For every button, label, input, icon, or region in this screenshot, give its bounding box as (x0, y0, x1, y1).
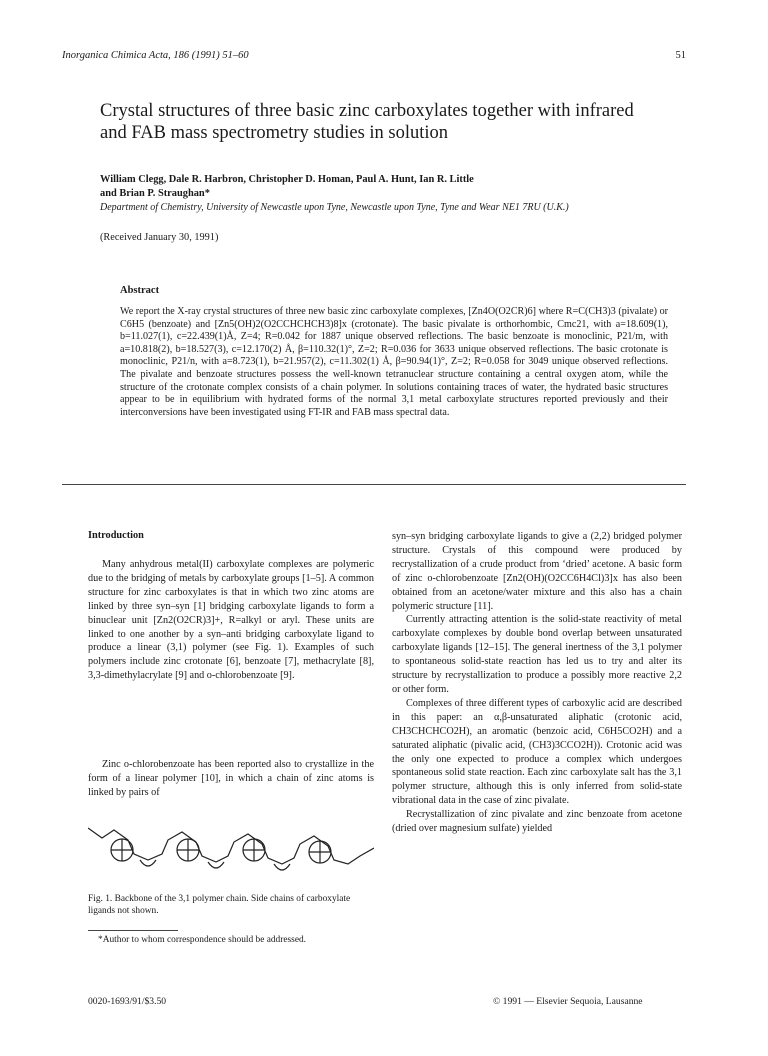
right-paragraph-3: Complexes of three different types of carboxylic acid are described in this paper: an α,β-unsaturated aliphatic (crotonic acid, CH3CHCHCO2H), an aromatic (benzoic acid, C6H5CO2H) and a saturated aliphatic (pivalic acid, (CH3)3CCO2H)). Crotonic acid was the only one expected to produce a complex which undergoes spontaneous solid state reaction. Each zinc carboxylate salt has the 3,1 polymer structure, although this is only inferred from solid-state vibrational data in the case of zinc pivalate. (392, 697, 682, 807)
correspondence-footnote: *Author to whom correspondence should be addressed. (98, 935, 307, 945)
right-paragraph-4: Recrystallization of zinc pivalate and zinc benzoate from acetone (dried over magnesium sulfate) yielded (392, 809, 682, 835)
authors-line-1: William Clegg, Dale R. Harbron, Christopher D. Homan, Paul A. Hunt, Ian R. Little (100, 174, 474, 185)
footnote-divider (88, 930, 178, 931)
polymer-backbone-drawing (88, 828, 374, 870)
figure-caption: Fig. 1. Backbone of the 3,1 polymer chain. Side chains of carboxylate ligands not shown. (88, 894, 351, 916)
received-date: (Received January 30, 1991) (100, 232, 219, 243)
right-column-text (392, 530, 682, 836)
left-column-text-2 (88, 758, 374, 800)
section-divider (62, 484, 686, 485)
copyright-notice: © 1991 — Elsevier Sequoia, Lausanne (493, 996, 643, 1007)
abstract-heading: Abstract (120, 285, 160, 296)
author-list (100, 173, 690, 201)
intro-paragraph-1: Many anhydrous metal(II) carboxylate complexes are polymeric due to the bridging of metals by carboxylate groups [1–5]. A common structure for zinc carboxylates is that in which two zinc atoms are linked by three syn–syn [1] bridging carboxylate ligands to form a binuclear unit [Zn2(O2CR)3]+, R=alkyl or aryl. These units are linked to one another by a syn–anti bridging carboxylate ligand to produce a linear (3,1) polymer (see Fig. 1). Examples of such polymers include zinc crotonate [6], benzoate [7], methacrylate [8], 3,3-dimethylacrylate [9] and o-chlorobenzoate [9]. (88, 559, 374, 682)
affiliation: Department of Chemistry, University of Newcastle upon Tyne, Newcastle upon Tyne, Tyne and Wear NE1 7RU (U.K.) (100, 202, 569, 213)
issn-price: 0020-1693/91/$3.50 (88, 996, 167, 1007)
right-paragraph-1: syn–syn bridging carboxylate ligands to give a (2,2) bridged polymer structure. Crystals of this compound were produced by recrystallization of a crude product from ‘dried’ acetone. A basic form of zinc o-chlorobenzoate [Zn2(OH)(O2CC6H4Cl)3]x has also been obtained from an acetone/water mixture and this also has a chain polymeric structure [11]. (392, 531, 682, 612)
authors-line-2: and Brian P. Straughan* (100, 188, 210, 199)
journal-citation: Inorganica Chimica Acta, 186 (1991) 51–60 (62, 50, 249, 61)
left-column-text (88, 558, 374, 683)
intro-paragraph-2: Zinc o-chlorobenzoate has been reported also to crystallize in the form of a linear polymer [10], in which a chain of zinc atoms is linked by pairs of (88, 759, 374, 798)
page-number: 51 (675, 50, 686, 61)
introduction-heading: Introduction (88, 530, 144, 541)
abstract-text: We report the X-ray crystal structures of three new basic zinc carboxylate complexes, [Zn4O(O2CR)6] where R=C(CH3)3 (pivalate) or C6H5 (benzoate) and [Zn5(OH)2(O2CCHCHCH3)8]x (crotonate). The basic pivalate is orthorhombic, Cmc21, with a=18.609(1), b=11.027(1), c=22.439(1)Å, Z=4; R=0.042 for 1887 unique observed reflections. The basic benzoate is monoclinic, P21/m, with a=10.818(2), b=18.527(3), c=12.170(2) Å, β=110.32(1)°, Z=2; R=0.036 for 3633 unique observed reflections. The basic crotonate is monoclinic, P21/n, with a=8.723(1), b=21.957(2), c=11.302(1) Å, β=90.94(1)°, Z=2; R=0.058 for 3049 unique observed reflections. The pivalate and benzoate structures possess the well-known tetranuclear structure containing a central oxygen atom, while the structure of the crotonate complex consists of a chain polymer. In solutions containing traces of water, the hydrated basic structures appear to be in equilibrium with hydrated forms of the normal 3,1 metal carboxylate structures reported previously and their interconversions have been investigated using FT-IR and FAB mass spectral data. (120, 306, 668, 418)
right-paragraph-2: Currently attracting attention is the solid-state reactivity of metal carboxylate complexes by double bond overlap between unsaturated carboxylate ligands [12–15]. The general inertness of the 3,1 polymer to spontaneous solid-state reaction has led us to try and alter its structure by recrystallization to produce a possibly more reactive 2,2 or other form. (392, 614, 682, 695)
paper-title: Crystal structures of three basic zinc carboxylates together with infrared and FAB mass spectrometry studies in solution (100, 101, 634, 143)
polymer-chain-figure (88, 820, 374, 880)
